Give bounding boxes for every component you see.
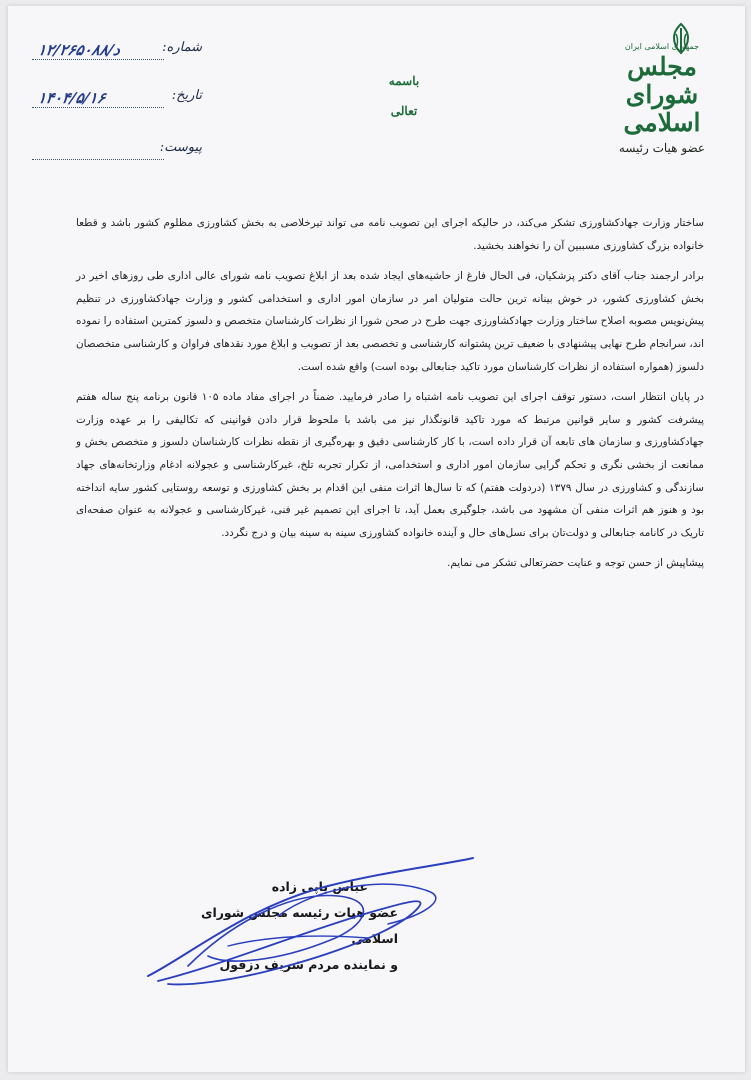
attachment-label: پیوست:: [159, 140, 202, 155]
signer-title: عضو هیات رئیسه مجلس شورای اسلامی: [200, 905, 398, 946]
attachment-underline: [32, 159, 164, 160]
republic-label: جمهوری اسلامی ایران: [624, 42, 700, 51]
bismillah-text: باسمه تعالی: [388, 74, 420, 118]
signature-block: [158, 874, 398, 978]
date-value: ۱۴۰۴/۵/۱۶: [36, 89, 107, 107]
parliament-name: مجلس شورای اسلامی: [623, 52, 701, 137]
letter-number-row: [32, 40, 202, 64]
letter-page: [8, 6, 745, 1072]
date-underline: [32, 107, 164, 108]
attachment-row: [32, 140, 202, 164]
signer-name: عباس پاپی زاده: [271, 879, 368, 894]
body-paragraph: در پایان انتظار است، دستور توقف اجرای این تصویب نامه اشتباه را صادر فرمایید. ضمناً در اجرای مفاد ماده ۱۰۵ قانون برنامه پنج ساله هفتم پیشرفت کشور و سایر قوانین مرتبط که مورد تاکید قانونگذار نیز می باشد با ملحوظ قرار دادن قوانینی که تکالیفی را بر عهده وزارت جهادکشاورزی و سازمان های تابعه آن قرار داده است، با کار کارشناسی دقیق و بهره‌گیری از نقطه نظرات کارشناسان دلسوز و متخصص بخش و ممانعت از بخشی نگری و تحکم گرایی سازمان امور اداری و استخدامی، از تکرار تجربه تلخ، غیرکارشناسی و عجولانه ادغام وزارتخانه‌های جهاد سازندگی و کشاورزی در سال ۱۳۷۹ (دردولت هفتم) که تا سال‌ها اثرات منفی این اقدام بر بخش کشاورزی و توسعه روستایی کشور سایه انداخته بود و هنوز هم اثرات منفی آن مشهود می باشد، جلوگیری بعمل آید، تا اجرای این تصمیم غیر فنی، غیرکارشناسی و عجولانه به عنوان صفحه‌ای تاریک در کانامه جنابعالی و دولت‌تان برای نسل‌های حال و آینده خانواده کشاورزی سینه به سینه بیان و درج نگردد.: [76, 391, 704, 539]
sender-role: عضو هیات رئیسه: [618, 141, 706, 155]
letter-body: [76, 212, 704, 583]
letter-date-row: [32, 88, 202, 112]
body-paragraph: برادر ارجمند جناب آقای دکتر پزشکیان، فی الحال فارغ از حاشیه‌های ایجاد شده بعد از ابلاغ تصویب نامه شورای عالی اداری طی روزهای اخیر در بخش کشاورزی کشور، در خوش بینانه ترین حالت متولیان امر در سازمان امور اداری و استخدامی کشور و وزارت جهادکشاورزی در تنظیم پیش‌نویس مصوبه اصلاح ساختار وزارت جهادکشاورزی جهت طرح در صحن شورا از نظرات کارشناسان متخصص و دلسوز کمترین استفاده را نموده اند، سرانجام طرح نهایی پیشنهادی با ضعیف ترین پشتوانه کارشناسی و تخصصی بعد از تصویب و ابلاغ مورد نقدهای فراوان و کارشناسی متخصصان دلسوز (همواره استفاده از نظرات کارشناسان مورد تاکید جنابعالی بوده است) واقع شده است.: [76, 270, 704, 373]
number-underline: [32, 59, 164, 60]
number-label: شماره:: [162, 40, 202, 55]
bismillah-logo: [380, 66, 428, 118]
number-value: ۱۲/۲۶۵۰۸۸/د: [36, 41, 122, 59]
body-paragraph: ساختار وزارت جهادکشاورزی تشکر می‌کند، در حالیکه اجرای این تصویب نامه می تواند تیرخلاصی به بخش کشاورزی مظلوم کشور باشد و قطعا خانواده بزرگ کشاورزی مسببین آن را نخواهند بخشید.: [76, 217, 704, 252]
date-label: تاریخ:: [171, 88, 202, 103]
signer-constituency: و نماینده مردم شریف دزفول: [219, 957, 398, 972]
body-paragraph: پیشاپیش از حسن توجه و عنایت حضرتعالی تشکر می نمایم.: [447, 557, 704, 570]
letterhead: [607, 42, 717, 155]
